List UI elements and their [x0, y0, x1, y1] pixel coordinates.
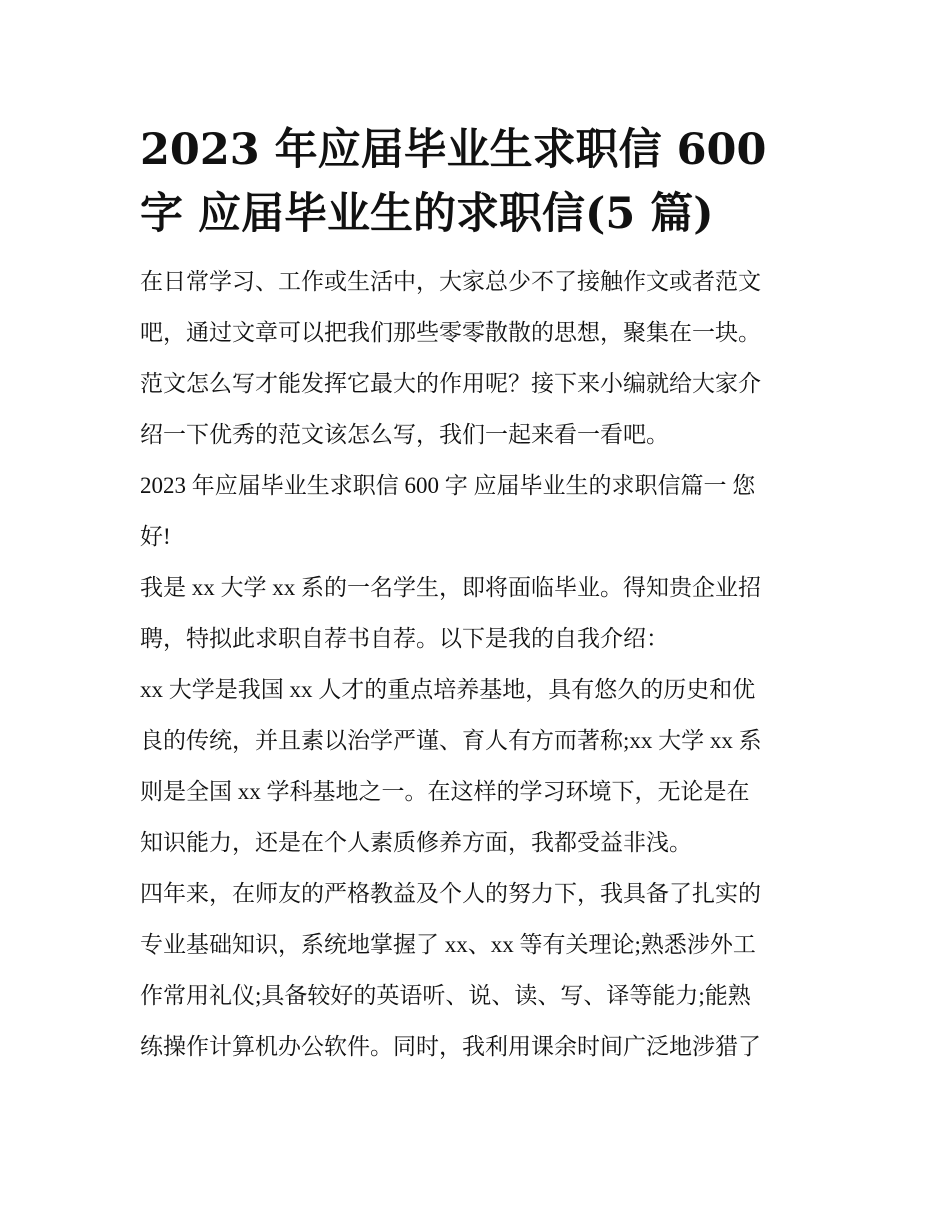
text-line: 在日常学习、工作或生活中，大家总少不了接触作文或者范文	[140, 269, 761, 294]
title-line-2: 字 应届毕业生的求职信(5 篇)	[140, 189, 714, 239]
text-line: 好!	[140, 524, 171, 549]
title-line-1: 2023 年应届毕业生求职信 600	[140, 125, 767, 175]
paragraph-university	[140, 664, 812, 868]
text-line: 练操作计算机办公软件。同时，我利用课余时间广泛地涉猎了	[140, 1034, 761, 1059]
document-body	[140, 118, 812, 1072]
text-line: 四年来，在师友的严格教益及个人的努力下，我具备了扎实的	[140, 881, 761, 906]
text-line: 吧，通过文章可以把我们那些零零散散的思想，聚集在一块。	[140, 320, 761, 345]
text-line: 绍一下优秀的范文该怎么写，我们一起来看一看吧。	[140, 422, 669, 447]
text-line: 良的传统，并且素以治学严谨、育人有方而著称;xx 大学 xx 系	[140, 728, 762, 753]
paragraph-heading-greeting	[140, 460, 812, 562]
text-line: 聘，特拟此求职自荐书自荐。以下是我的自我介绍：	[140, 626, 669, 651]
text-line: xx 大学是我国 xx 人才的重点培养基地，具有悠久的历史和优	[140, 677, 756, 702]
document-title	[140, 118, 812, 246]
text-line: 范文怎么写才能发挥它最大的作用呢？接下来小编就给大家介	[140, 371, 761, 396]
text-line: 专业基础知识，系统地掌握了 xx、xx 等有关理论;熟悉涉外工	[140, 932, 756, 957]
paragraph-self-intro	[140, 562, 812, 664]
text-line: 则是全国 xx 学科基地之一。在这样的学习环境下，无论是在	[140, 779, 750, 804]
paragraph-skills	[140, 868, 812, 1072]
text-line: 我是 xx 大学 xx 系的一名学生，即将面临毕业。得知贵企业招	[140, 575, 761, 600]
text-line: 作常用礼仪;具备较好的英语听、说、读、写、译等能力;能熟	[140, 983, 751, 1008]
text-line: 2023 年应届毕业生求职信 600 字 应届毕业生的求职信篇一 您	[140, 473, 756, 498]
text-line: 知识能力，还是在个人素质修养方面，我都受益非浅。	[140, 830, 692, 855]
paragraph-intro	[140, 256, 812, 460]
